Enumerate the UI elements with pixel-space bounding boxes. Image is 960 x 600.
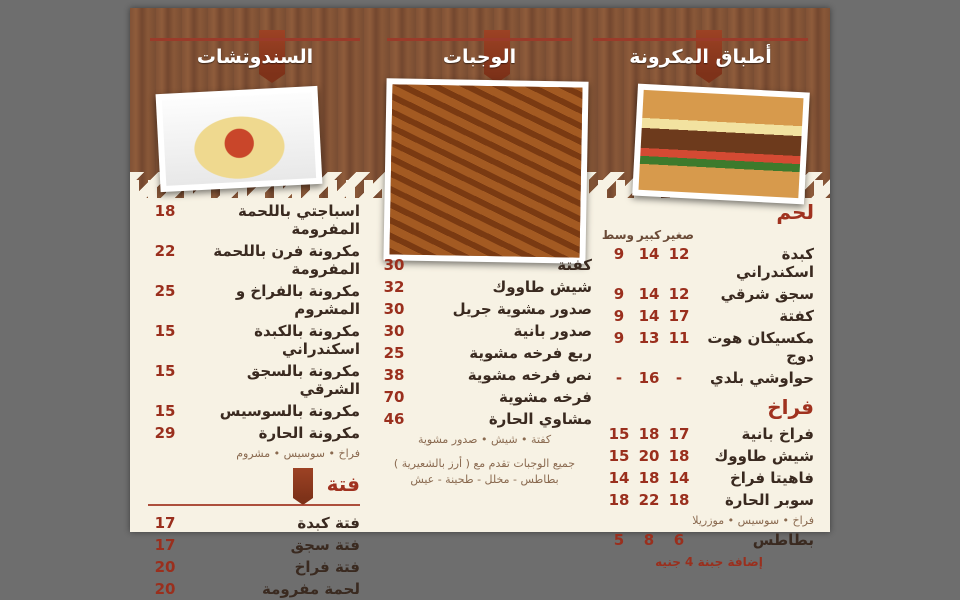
item-price-medium: 9 [613,285,625,303]
item-price: 32 [383,278,405,296]
section-title-meat: لحم [776,200,814,224]
menu-item-row [377,320,592,342]
item-price-large: 13 [638,329,660,347]
size-header-row [601,228,814,243]
item-price-small: 12 [668,245,690,263]
item-price-large: 18 [638,425,660,443]
item-price: 17 [154,535,176,554]
item-price-medium: 9 [613,307,625,325]
item-name: صدور مشوية جريل [452,300,592,318]
menu-item-row [604,305,814,327]
section-title-fatta: فتة [326,471,360,496]
item-name: مكرونة بالكبدة اسكندراني [254,322,360,358]
item-price-small: - [675,369,683,387]
meals-column [377,200,592,489]
item-price-medium: 14 [608,469,630,487]
menu-item-row [377,298,592,320]
item-price: 15 [154,362,176,380]
item-price: 30 [383,300,405,318]
menu-item-row [604,367,814,389]
item-price: 25 [154,282,176,300]
size-header-large: كبير [636,228,662,242]
menu-item-row [604,489,814,511]
cheese-addition-note: إضافة جبنة 4 جنيه [655,554,763,569]
item-name: مكرونة فرن باللحمة المفرومة [213,242,360,278]
mixed-grill-note: كفتة • شيش • صدور مشوية [417,433,552,446]
item-price-small: 17 [668,425,690,443]
item-price-medium: - [615,369,623,387]
item-name: فتة فراخ [294,557,360,576]
item-name: كفتة [779,307,814,325]
item-price-medium: 15 [608,425,630,443]
item-price: 46 [383,410,405,428]
menu-item-row [604,423,814,445]
banner-pasta [593,38,808,71]
menu-item-row [148,400,360,422]
item-price-small: 18 [668,491,690,509]
item-price: 20 [154,579,176,598]
item-price-small: 14 [668,469,690,487]
menu-item-row [148,280,360,320]
item-price: 15 [154,322,176,340]
item-price-large: 14 [638,285,660,303]
item-price-large: 16 [638,369,660,387]
item-price-small: 6 [673,530,685,549]
menu-item-row [604,445,814,467]
meals-serving-note: جميع الوجبات تقدم مع ( أرز بالشعيرية ) [393,456,576,470]
item-name: ربع فرخه مشوية [469,344,592,362]
item-name: مكرونة بالسجق الشرقي [246,362,360,398]
menu-item-row [377,408,592,430]
item-name: لحمة مفرومة [262,579,360,598]
item-name: فتة كبدة [297,513,360,532]
menu-item-row [148,422,360,444]
item-name: سجق شرقي [720,285,814,303]
item-price: 30 [383,256,405,274]
menu-item-row [604,243,814,283]
sandwiches-column [601,200,814,569]
meals-sides-note: بطاطس - مخلل - طحينة - عيش [410,473,559,487]
pasta-hot-ingredients-note: فراخ • سوسيس • مشروم [236,447,360,460]
menu-item-row [148,534,360,556]
burger-sandwich-photo [632,84,810,205]
item-price: 30 [383,322,405,340]
menu-item-row [148,556,360,578]
size-header-small: صغير [663,228,694,242]
banner-meals-label: الوجبات [442,46,517,68]
item-price-medium: 9 [613,245,625,263]
menu-item-row [148,578,360,600]
item-price: 38 [383,366,405,384]
menu-item-row [148,320,360,360]
spaghetti-photo [156,86,323,192]
item-name: فرخه مشوية [499,388,592,406]
item-price-small: 11 [668,329,690,347]
item-name: سوبر الحارة [724,491,814,509]
item-price-large: 22 [638,491,660,509]
item-price-small: 12 [668,285,690,303]
menu-item-row [377,386,592,408]
item-name: صدور بانية [513,322,592,340]
item-name: مكرونة بالفراخ و المشروم [235,282,360,318]
item-price: 70 [383,388,405,406]
item-price-medium: 15 [608,447,630,465]
pasta-column [148,200,360,600]
item-price: 18 [154,202,176,220]
menu-item-row [148,200,360,240]
menu-page [130,8,830,598]
item-name: فتة سجق [290,535,360,554]
banner-sandwiches [150,38,360,71]
item-name: اسباجتي باللحمة المفرومة [238,202,360,238]
item-price-medium: 5 [613,530,625,549]
menu-item-row [148,240,360,280]
item-price: 20 [154,557,176,576]
item-price-medium: 9 [613,329,625,347]
banner-pasta-label: أطباق المكرونة [629,46,772,68]
banner-row [130,30,830,76]
item-name: حواوشي بلدي [710,369,814,387]
menu-item-row [604,467,814,489]
item-name: مكرونة الحارة [258,424,360,442]
menu-item-row-fries [604,529,814,551]
item-price: 17 [154,513,176,532]
item-price-large: 14 [638,307,660,325]
item-name: مكرونة بالسوسيس [219,402,360,420]
banner-sandwiches-label: السندوتشات [196,46,314,68]
ribbon-tag-fatta [293,468,313,498]
item-price-small: 18 [668,447,690,465]
item-name: كبدة اسكندراني [736,245,814,281]
menu-item-row [377,254,592,276]
item-name: مكسيكان هوت دوج [707,329,814,365]
menu-item-row [377,364,592,386]
item-name: شيش طاووك [714,447,814,465]
item-name: كفتة [557,256,592,274]
item-name: نص فرخه مشوية [467,366,592,384]
item-name: مشاوي الحارة [488,410,592,428]
item-price: 22 [154,242,176,260]
size-header-medium: وسط [601,228,634,242]
menu-item-row [377,342,592,364]
menu-item-row [604,327,814,367]
item-price-medium: 18 [608,491,630,509]
item-price: 25 [383,344,405,362]
banner-meals [387,38,572,71]
item-name: بطاطس [752,530,814,549]
item-name: شيش طاووك [492,278,592,296]
section-title-chicken: فراخ [767,395,814,419]
item-price-large: 18 [638,469,660,487]
menu-item-row [148,360,360,400]
item-name: فراخ بانية [741,425,814,443]
item-price: 15 [154,402,176,420]
chicken-ingredients-note: فراخ • سوسيس • موزريلا [692,514,814,527]
menu-item-row [377,276,592,298]
section-title-fatta-wrap [327,472,360,496]
item-price-small: 17 [668,307,690,325]
menu-item-row [604,283,814,305]
menu-item-row [148,512,360,534]
section-divider [148,504,360,506]
item-price-large: 8 [643,530,655,549]
item-price: 29 [154,424,176,442]
item-price-large: 20 [638,447,660,465]
item-price-large: 14 [638,245,660,263]
item-name: فاهيتا فراخ [729,469,814,487]
